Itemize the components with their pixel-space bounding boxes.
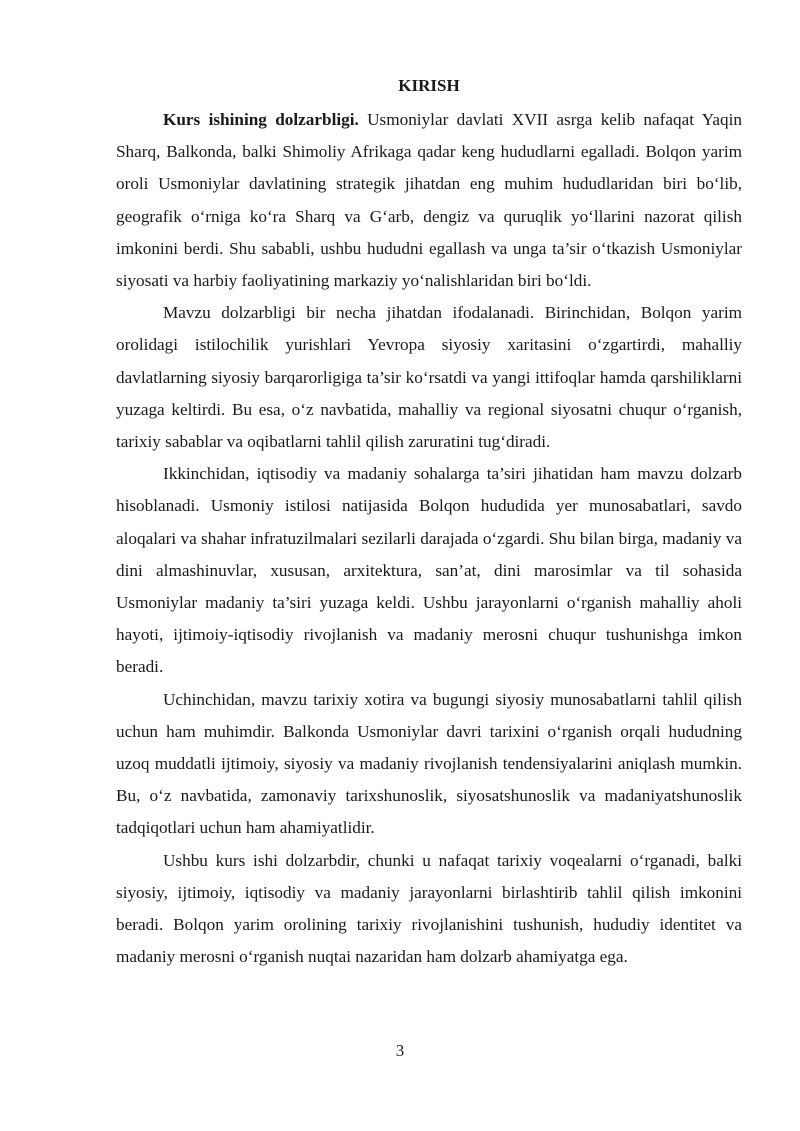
paragraph-first-aspect: Mavzu dolzarbligi bir necha jihatdan ifodalanadi. Birinchidan, Bolqon yarim orolidagi istilochilik yurishlari Yevropa siyosiy xaritasini o‘zgartirdi, mahalliy davlatlarning siyosiy barqarorligiga ta’sir ko‘rsatdi va yangi ittifoqlar hamda qarshiliklarni yuzaga keltirdi. Bu esa, o‘z navbatida, mahalliy va regional siyosatni chuqur o‘rganish, tarixiy sabablar va oqibatlarni tahlil qilish zaruratini tug‘diradi. bbox=[116, 303, 742, 452]
paragraph-conclusion: Ushbu kurs ishi dolzarbdir, chunki u nafaqat tarixiy voqealarni o‘rganadi, balki siyosiy, ijtimoiy, iqtisodiy va madaniy jarayonlarni birlashtirib tahlil qilish imkonini beradi. Bolqon yarim orolining tarixiy rivojlanishini tushunish, hududiy identitet va madaniy merosni o‘rganish nuqtai nazaridan ham dolzarb ahamiyatga ega. bbox=[116, 850, 742, 967]
page-number: 3 bbox=[395, 1041, 405, 1060]
paragraph-text: Usmoniylar davlati XVII asrga kelib nafaqat Yaqin Sharq, Balkonda, balki Shimoliy Afrikaga qadar keng hududlarni egalladi. Bolqon yarim oroli Usmoniylar davlatining strategik jihatdan eng muhim hududlaridan biri bo‘lib, geografik o‘rniga ko‘ra Sharq va G‘arb, dengiz va quruqlik yo‘llarini nazorat qilish imkonini berdi. Shu sababli, ushbu hududni egallash va unga ta’sir o‘tkazish Usmoniylar siyosati va harbiy faoliyatining markaziy yo‘nalishlaridan biri bo‘ldi. bbox=[116, 110, 742, 291]
paragraph-lead: Kurs ishining dolzarbligi. bbox=[163, 110, 359, 129]
paragraph-relevance bbox=[116, 104, 742, 297]
document-page bbox=[116, 74, 742, 973]
paragraph-second-aspect: Ikkinchidan, iqtisodiy va madaniy sohalarga ta’siri jihatidan ham mavzu dolzarb hisoblanadi. Usmoniy istilosi natijasida Bolqon hududida yer munosabatlari, savdo aloqalari va shahar infratuzilmalari sezilarli darajada o‘zgardi. Shu bilan birga, madaniy va dini almashinuvlar, xususan, arxitektura, san’at, dini marosimlar va til sohasida Usmoniylar madaniy ta’siri yuzaga keldi. Ushbu jarayonlarni o‘rganish mahalliy aholi hayoti, ijtimoiy-iqtisodiy rivojlanish va madaniy merosni chuqur tushunishga imkon beradi. bbox=[116, 464, 742, 677]
section-heading: KIRISH bbox=[398, 76, 460, 95]
paragraph-third-aspect: Uchinchidan, mavzu tarixiy xotira va bugungi siyosiy munosabatlarni tahlil qilish uchun ham muhimdir. Balkonda Usmoniylar davri tarixini o‘rganish orqali hududning uzoq muddatli ijtimoiy, siyosiy va madaniy rivojlanish tendensiyalarini aniqlash mumkin. Bu, o‘z navbatida, zamonaviy tarixshunoslik, siyosatshunoslik va madaniyatshunoslik tadqiqotlari uchun ham ahamiyatlidir. bbox=[116, 689, 742, 838]
